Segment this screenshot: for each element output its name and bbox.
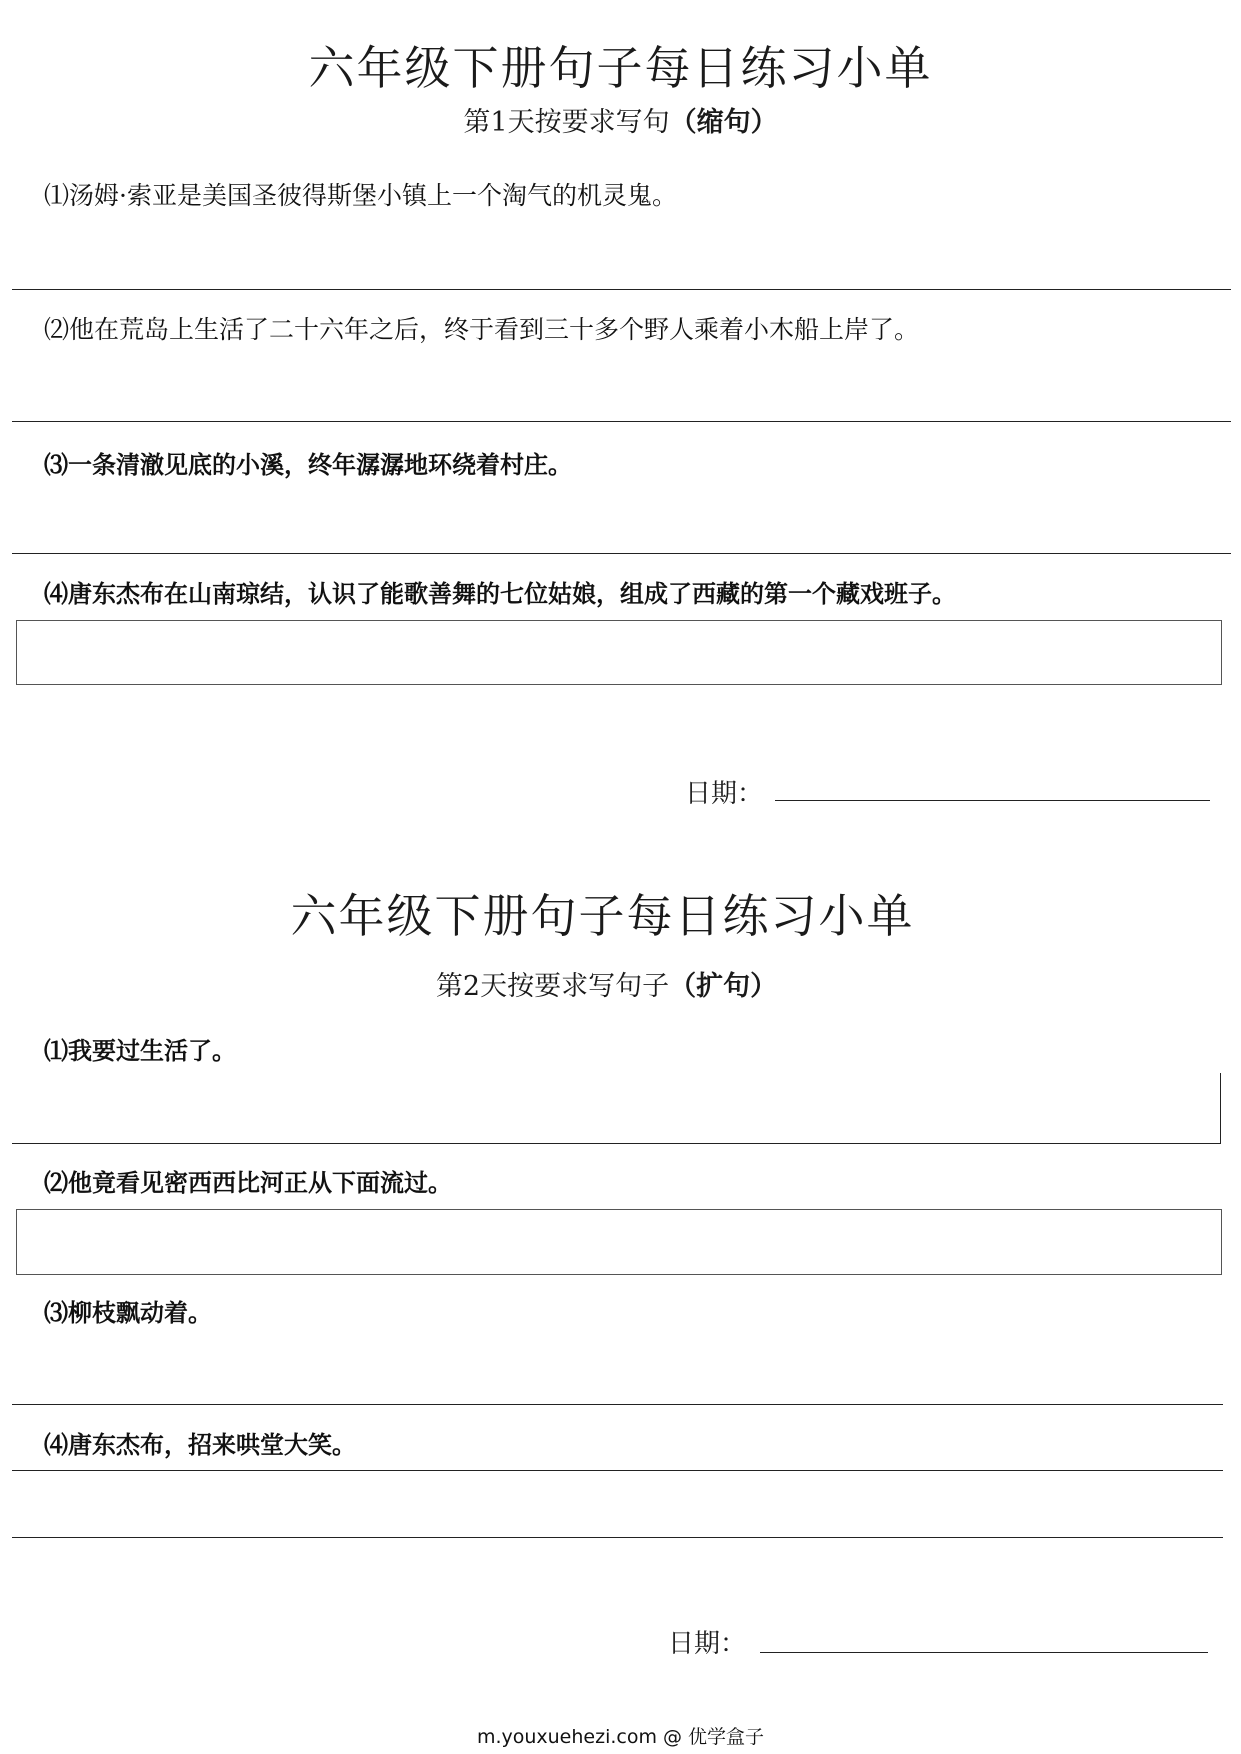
s2-answer-line-3[interactable] (12, 1404, 1223, 1405)
s2-question-3: ⑶柳枝飘动着。 (44, 1299, 212, 1327)
section1-subtitle-tag: （缩句） (669, 107, 778, 138)
s1-question-2: ⑵他在荒岛上生活了二十六年之后，终于看到三十多个野人乘着小木船上岸了。 (44, 315, 920, 344)
s2-answer-line-4a[interactable] (12, 1470, 1223, 1471)
s2-question-4: ⑷唐东杰布，招来哄堂大笑。 (44, 1431, 356, 1459)
section1-subtitle-text: 第1天按要求写句 (463, 107, 670, 138)
s1-date-line[interactable] (775, 800, 1210, 801)
s2-answer-line-4b[interactable] (12, 1537, 1223, 1538)
s1-question-4: ⑷唐东杰布在山南琼结，认识了能歌善舞的七位姑娘，组成了西藏的第一个藏戏班子。 (44, 580, 956, 608)
s2-answer-line-1[interactable] (12, 1143, 1221, 1144)
s2-date-label: 日期： (668, 1629, 747, 1659)
section1-title: 六年级下册句子每日练习小单 (308, 41, 933, 95)
s2-date-line[interactable] (760, 1652, 1208, 1653)
section1-subtitle (0, 100, 1241, 139)
section2-subtitle-text: 第2天按要求写句子 (435, 971, 670, 1002)
section2-subtitle (0, 964, 1227, 1003)
s1-answer-line-1[interactable] (12, 289, 1231, 290)
s1-answer-box-4[interactable] (16, 620, 1222, 685)
s1-answer-line-2[interactable] (12, 421, 1231, 422)
section2-subtitle-tag: （扩句） (669, 971, 778, 1002)
s1-date-label: 日期： (685, 779, 764, 809)
s1-question-3: ⑶一条清澈见底的小溪，终年潺潺地环绕着村庄。 (44, 451, 572, 479)
s2-answer-line-1-edge (1220, 1073, 1221, 1143)
s1-answer-line-3[interactable] (12, 553, 1231, 554)
s2-answer-box-2[interactable] (16, 1209, 1222, 1275)
s1-question-1: ⑴汤姆·索亚是美国圣彼得斯堡小镇上一个淘气的机灵鬼。 (44, 181, 677, 210)
footer-watermark: m.youxuehezi.com @ 优学盒子 (476, 1726, 765, 1748)
s2-question-2: ⑵他竟看见密西西比河正从下面流过。 (44, 1169, 452, 1197)
s2-question-1: ⑴我要过生活了。 (44, 1037, 236, 1065)
section2-title: 六年级下册句子每日练习小单 (290, 889, 915, 943)
